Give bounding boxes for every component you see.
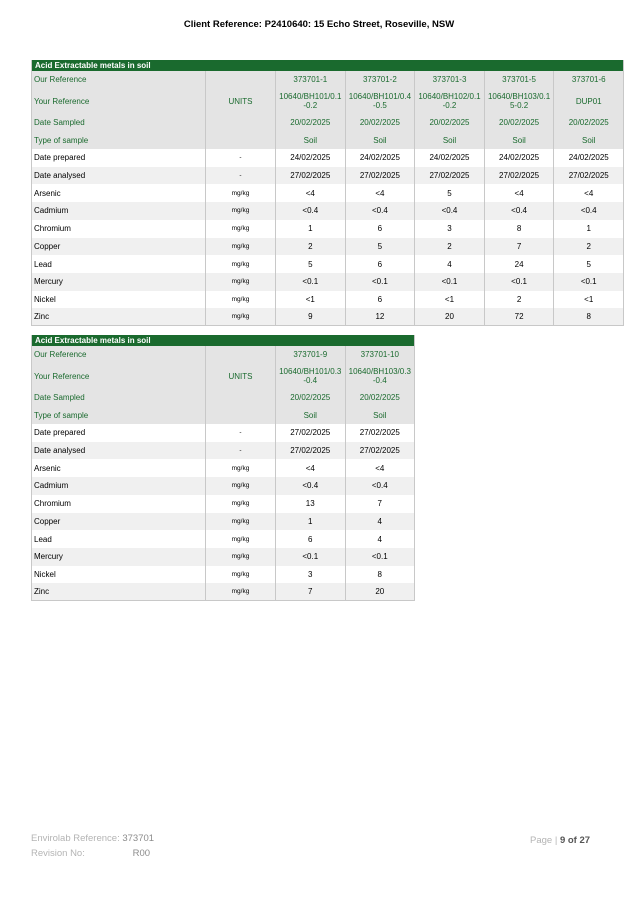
meta-value: 20/02/2025: [415, 114, 485, 132]
analyte-units: mg/kg: [206, 273, 276, 291]
table-title: Acid Extractable metals in soil: [32, 60, 624, 71]
meta-label: Our Reference: [32, 346, 206, 364]
meta-value: Soil: [276, 406, 346, 424]
meta-value: 373701-6: [554, 71, 624, 89]
analyte-label: Date prepared: [32, 149, 206, 167]
result-value: 13: [276, 495, 346, 513]
revision-label: Revision No:: [31, 848, 85, 859]
units-header: UNITS: [206, 364, 276, 389]
analyte-label: Zinc: [32, 583, 206, 601]
meta-value: 373701-9: [276, 346, 346, 364]
units-header: UNITS: [206, 89, 276, 114]
table-row: [32, 513, 415, 531]
table-row: [32, 548, 415, 566]
result-value: 6: [345, 291, 415, 309]
units-header: [206, 346, 276, 364]
analyte-label: Cadmium: [32, 202, 206, 220]
result-value: <0.4: [276, 202, 346, 220]
results-table-2: [31, 335, 415, 601]
result-value: 7: [276, 583, 346, 601]
result-value: 9: [276, 308, 346, 326]
analyte-label: Copper: [32, 513, 206, 531]
meta-row-type: [32, 131, 624, 149]
meta-label: Date Sampled: [32, 114, 206, 132]
analyte-label: Copper: [32, 238, 206, 256]
result-value: 1: [276, 220, 346, 238]
meta-value: Soil: [415, 131, 485, 149]
meta-value: 10640/BH103/0.3-0.4: [345, 364, 415, 389]
result-value: 2: [415, 238, 485, 256]
result-value: 27/02/2025: [345, 442, 415, 460]
analyte-units: mg/kg: [206, 184, 276, 202]
analyte-units: mg/kg: [206, 566, 276, 584]
analyte-label: Cadmium: [32, 477, 206, 495]
analyte-units: mg/kg: [206, 583, 276, 601]
table-row: [32, 167, 624, 185]
analyte-label: Nickel: [32, 566, 206, 584]
result-value: <0.4: [276, 477, 346, 495]
table-row: [32, 238, 624, 256]
result-value: 7: [484, 238, 554, 256]
analyte-units: mg/kg: [206, 548, 276, 566]
units-header: [206, 406, 276, 424]
meta-label: Your Reference: [32, 89, 206, 114]
envirolab-reference-label: Envirolab Reference:: [31, 833, 120, 844]
result-value: <4: [554, 184, 624, 202]
result-value: 24: [484, 255, 554, 273]
table-row: [32, 308, 624, 326]
meta-value: 373701-5: [484, 71, 554, 89]
analyte-units: mg/kg: [206, 495, 276, 513]
meta-value: 373701-1: [276, 71, 346, 89]
result-value: 24/02/2025: [276, 149, 346, 167]
meta-row-our-ref: [32, 346, 415, 364]
result-value: 5: [415, 184, 485, 202]
result-value: <0.1: [554, 273, 624, 291]
revision-value: R00: [132, 848, 151, 859]
analyte-units: mg/kg: [206, 238, 276, 256]
table-row: [32, 273, 624, 291]
meta-value: 10640/BH102/0.1-0.2: [415, 89, 485, 114]
result-value: 8: [345, 566, 415, 584]
result-value: <1: [554, 291, 624, 309]
result-value: <0.4: [345, 477, 415, 495]
result-value: <4: [276, 459, 346, 477]
table-row: [32, 459, 415, 477]
analyte-units: -: [206, 442, 276, 460]
meta-value: 373701-10: [345, 346, 415, 364]
meta-value: Soil: [345, 131, 415, 149]
table-row: [32, 184, 624, 202]
result-value: <0.4: [554, 202, 624, 220]
meta-row-your-ref: [32, 364, 415, 389]
table-row: [32, 220, 624, 238]
meta-value: 10640/BH101/0.3-0.4: [276, 364, 346, 389]
analyte-label: Arsenic: [32, 184, 206, 202]
meta-label: Type of sample: [32, 406, 206, 424]
result-value: 24/02/2025: [415, 149, 485, 167]
table-title-row: [32, 60, 624, 71]
result-value: 6: [345, 220, 415, 238]
analyte-label: Arsenic: [32, 459, 206, 477]
analyte-label: Zinc: [32, 308, 206, 326]
meta-value: Soil: [345, 406, 415, 424]
result-value: 27/02/2025: [484, 167, 554, 185]
result-value: 6: [345, 255, 415, 273]
result-value: 20: [415, 308, 485, 326]
meta-value: 10640/BH101/0.4-0.5: [345, 89, 415, 114]
analyte-label: Date analysed: [32, 167, 206, 185]
analyte-units: mg/kg: [206, 255, 276, 273]
result-value: 20: [345, 583, 415, 601]
units-header: [206, 389, 276, 407]
result-value: 27/02/2025: [345, 424, 415, 442]
analyte-units: -: [206, 424, 276, 442]
meta-row-type: [32, 406, 415, 424]
result-value: <0.1: [345, 273, 415, 291]
result-value: 5: [276, 255, 346, 273]
result-value: 24/02/2025: [484, 149, 554, 167]
analyte-units: mg/kg: [206, 291, 276, 309]
meta-value: 20/02/2025: [554, 114, 624, 132]
analyte-units: mg/kg: [206, 477, 276, 495]
table-row: [32, 477, 415, 495]
result-value: 12: [345, 308, 415, 326]
analyte-units: mg/kg: [206, 530, 276, 548]
meta-value: 20/02/2025: [345, 389, 415, 407]
table-row: [32, 255, 624, 273]
analyte-units: -: [206, 167, 276, 185]
units-header: [206, 114, 276, 132]
result-value: 27/02/2025: [276, 424, 346, 442]
result-value: 27/02/2025: [345, 167, 415, 185]
units-header: [206, 71, 276, 89]
meta-row-your-ref: [32, 89, 624, 114]
analyte-label: Lead: [32, 255, 206, 273]
result-value: 8: [554, 308, 624, 326]
meta-value: 373701-3: [415, 71, 485, 89]
result-value: 24/02/2025: [345, 149, 415, 167]
meta-value: Soil: [484, 131, 554, 149]
meta-label: Your Reference: [32, 364, 206, 389]
result-value: 2: [484, 291, 554, 309]
meta-row-date-sampled: [32, 114, 624, 132]
meta-value: 20/02/2025: [276, 114, 346, 132]
footer-revision: [31, 848, 150, 859]
result-value: 5: [345, 238, 415, 256]
analyte-label: Chromium: [32, 495, 206, 513]
table-title-row: [32, 335, 415, 346]
results-table-1: [31, 60, 624, 326]
result-value: 2: [554, 238, 624, 256]
result-value: 27/02/2025: [415, 167, 485, 185]
result-value: <4: [345, 459, 415, 477]
result-value: <0.1: [484, 273, 554, 291]
analyte-units: mg/kg: [206, 220, 276, 238]
result-value: 72: [484, 308, 554, 326]
meta-value: DUP01: [554, 89, 624, 114]
result-value: <0.4: [415, 202, 485, 220]
meta-value: 20/02/2025: [484, 114, 554, 132]
meta-value: Soil: [554, 131, 624, 149]
result-value: <1: [415, 291, 485, 309]
meta-value: 373701-2: [345, 71, 415, 89]
result-value: 3: [276, 566, 346, 584]
page-number: [530, 835, 590, 846]
meta-value: 20/02/2025: [276, 389, 346, 407]
result-value: 3: [415, 220, 485, 238]
meta-label: Date Sampled: [32, 389, 206, 407]
page-label: Page |: [530, 835, 558, 846]
result-value: 6: [276, 530, 346, 548]
result-value: 27/02/2025: [276, 167, 346, 185]
page-title: Client Reference: P2410640: 15 Echo Street, Roseville, NSW: [183, 19, 455, 30]
table-row: [32, 291, 624, 309]
result-value: <4: [276, 184, 346, 202]
result-value: <0.4: [484, 202, 554, 220]
result-value: 27/02/2025: [276, 442, 346, 460]
meta-value: Soil: [276, 131, 346, 149]
page-value: 9 of 27: [559, 835, 591, 846]
meta-row-our-ref: [32, 71, 624, 89]
envirolab-reference-value: 373701: [122, 833, 155, 844]
analyte-units: mg/kg: [206, 459, 276, 477]
analyte-label: Date prepared: [32, 424, 206, 442]
analyte-label: Lead: [32, 530, 206, 548]
analyte-label: Chromium: [32, 220, 206, 238]
result-value: 1: [554, 220, 624, 238]
footer-reference: [31, 833, 154, 844]
result-value: 8: [484, 220, 554, 238]
analyte-label: Mercury: [32, 273, 206, 291]
result-value: 4: [415, 255, 485, 273]
result-value: <1: [276, 291, 346, 309]
meta-value: 10640/BH101/0.1-0.2: [276, 89, 346, 114]
analyte-label: Date analysed: [32, 442, 206, 460]
meta-row-date-sampled: [32, 389, 415, 407]
result-value: <0.1: [276, 548, 346, 566]
result-value: <0.4: [345, 202, 415, 220]
meta-label: Our Reference: [32, 71, 206, 89]
result-value: 7: [345, 495, 415, 513]
result-value: <4: [484, 184, 554, 202]
result-value: 5: [554, 255, 624, 273]
analyte-units: -: [206, 149, 276, 167]
result-value: <0.1: [415, 273, 485, 291]
table-row: [32, 530, 415, 548]
table-row: [32, 495, 415, 513]
result-value: <4: [345, 184, 415, 202]
result-value: <0.1: [276, 273, 346, 291]
table-row: [32, 424, 415, 442]
table-row: [32, 566, 415, 584]
units-header: [206, 131, 276, 149]
result-value: 27/02/2025: [554, 167, 624, 185]
meta-value: 10640/BH103/0.15-0.2: [484, 89, 554, 114]
result-value: 4: [345, 530, 415, 548]
analyte-units: mg/kg: [206, 513, 276, 531]
result-value: 1: [276, 513, 346, 531]
meta-label: Type of sample: [32, 131, 206, 149]
result-value: 24/02/2025: [554, 149, 624, 167]
table-row: [32, 442, 415, 460]
analyte-units: mg/kg: [206, 308, 276, 326]
analyte-label: Nickel: [32, 291, 206, 309]
analyte-units: mg/kg: [206, 202, 276, 220]
table-row: [32, 583, 415, 601]
table-title: Acid Extractable metals in soil: [32, 335, 415, 346]
analyte-label: Mercury: [32, 548, 206, 566]
table-row: [32, 149, 624, 167]
result-value: <0.1: [345, 548, 415, 566]
meta-value: 20/02/2025: [345, 114, 415, 132]
result-value: 2: [276, 238, 346, 256]
result-value: 4: [345, 513, 415, 531]
table-row: [32, 202, 624, 220]
